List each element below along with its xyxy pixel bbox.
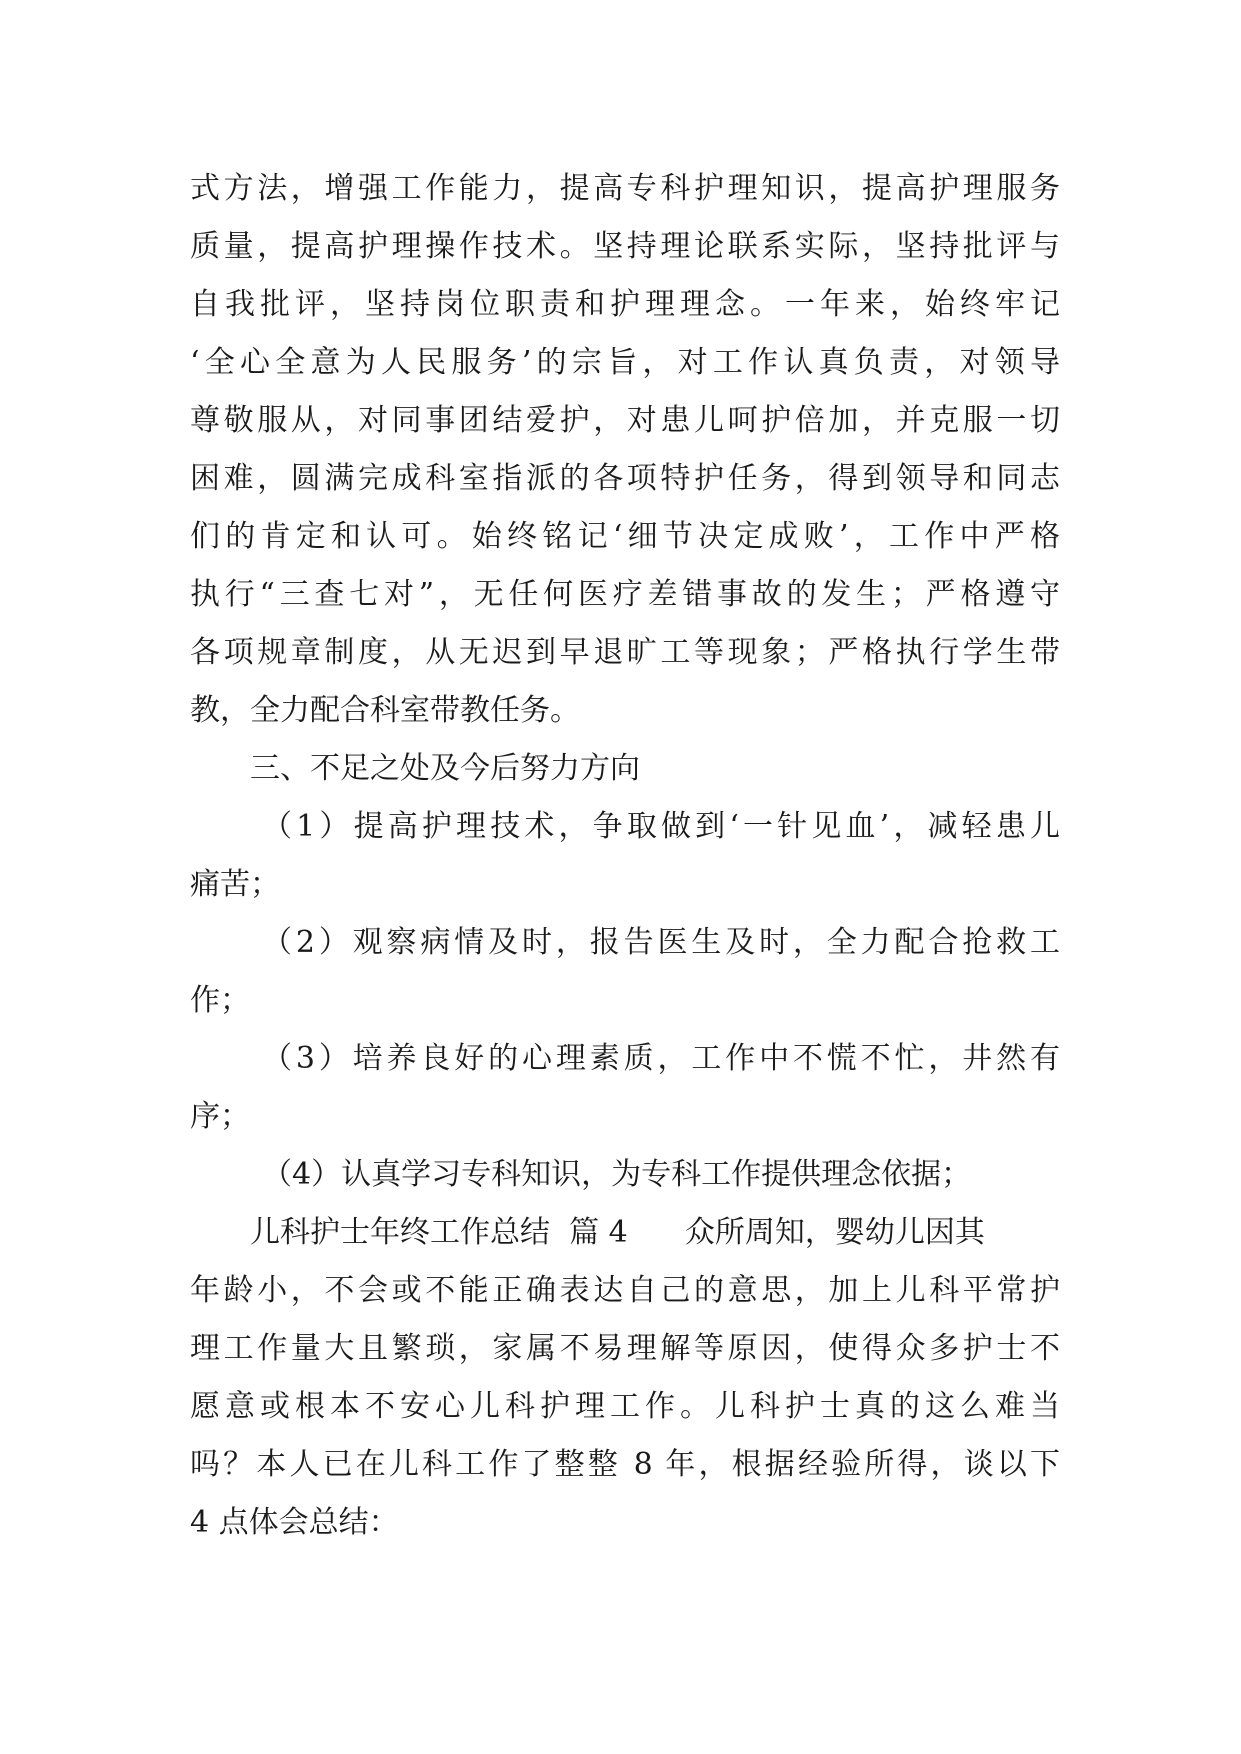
list-item: （2）观察病情及时，报告医生及时，全力配合抢救工: [262, 925, 1060, 960]
text-line: 各项规章制度，从无迟到早退旷工等现象；严格执行学生带: [190, 635, 1060, 670]
text-line: 愿意或根本不安心儿科护理工作。儿科护士真的这么难当: [190, 1389, 1060, 1424]
text-line: 年龄小，不会或不能正确表达自己的意思，加上儿科平常护: [190, 1273, 1060, 1308]
text-line: 4 点体会总结：: [190, 1505, 399, 1540]
text-line: 尊敬服从，对同事团结爱护，对患儿呵护倍加，并克服一切: [190, 403, 1060, 438]
body-text: [190, 160, 1060, 1552]
section-heading: 三、不足之处及今后努力方向: [250, 751, 640, 786]
list-item: （1）提高护理技术，争取做到‘一针见血’，减轻患儿: [262, 809, 1060, 844]
list-item: （3）培养良好的心理素质，工作中不慌不忙，井然有: [262, 1041, 1060, 1076]
list-item: （4）认真学习专科知识，为专科工作提供理念依据；: [262, 1157, 972, 1192]
article-heading-line: 儿科护士年终工作总结 篇 4 众所周知，婴幼儿因其: [250, 1215, 985, 1250]
text-line: 痛苦；: [190, 867, 280, 902]
text-line: 吗？本人已在儿科工作了整整 8 年，根据经验所得，谈以下: [190, 1447, 1060, 1482]
text-line: 序；: [190, 1099, 250, 1134]
text-line: 理工作量大且繁琐，家属不易理解等原因，使得众多护士不: [190, 1331, 1060, 1366]
text-line: 教，全力配合科室带教任务。: [190, 693, 580, 728]
text-line: 质量，提高护理操作技术。坚持理论联系实际，坚持批评与: [190, 229, 1060, 264]
text-line: 们的肯定和认可。始终铭记‘细节决定成败’，工作中严格: [190, 519, 1060, 554]
text-line: 式方法，增强工作能力，提高专科护理知识，提高护理服务: [190, 171, 1060, 206]
text-line: 执行“三查七对”，无任何医疗差错事故的发生；严格遵守: [190, 577, 1060, 612]
text-line: 自我批评，坚持岗位职责和护理理念。一年来，始终牢记: [190, 287, 1060, 322]
text-line: ‘全心全意为人民服务’的宗旨，对工作认真负责，对领导: [190, 345, 1060, 380]
text-line: 困难，圆满完成科室指派的各项特护任务，得到领导和同志: [190, 461, 1060, 496]
text-line: 作；: [190, 983, 250, 1018]
